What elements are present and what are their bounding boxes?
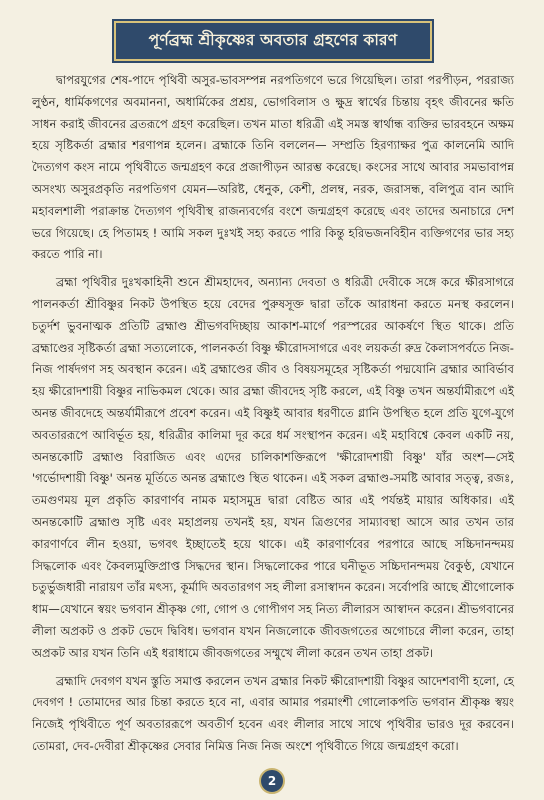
paragraph-3: ব্রহ্মাদি দেবগণ যখন স্তুতি সমাপ্ত করলেন তখন ব্রহ্মার নিকট ক্ষীরোদশায়ী বিষ্ণুর আদেশবাণী হলো, হে দেবগণ ! তোমাদের আর চিন্তা করতে হবে না, এবার আমার পরমাংশী গোলোকপতি ভগবান শ্রীকৃষ্ণ স্বয়ং নিজেই পৃথিবীতে পূর্ণ অবতাররূপে অবতীর্ণ হবেন এবং লীলার সাথে সাথে পৃথিবীর ভারও দূর করবেন। তোমরা, দেব-দেবীরা শ্রীকৃষ্ণের সেবার নিমিত্ত নিজ নিজ অংশে পৃথিবীতে গিয়ে জন্মগ্রহণ করো।: [32, 673, 514, 753]
body-text: [32, 70, 514, 764]
title-banner: [114, 21, 432, 61]
paragraph-2: ব্রহ্মা পৃথিবীর দুঃখকাহিনী শুনে শ্রীমহাদেব, অন্যান্য দেবতা ও ধরিত্রী দেবীকে সঙ্গে করে ক্ষীরসাগরে পালনকর্তা শ্রীবিষ্ণুর নিকট উপস্থিত হয়ে বেদের পুরুষসূক্ত দ্বারা তাঁকে আরাধনা করতে মনস্থ করলেন। চতুর্দশ ভুবনাত্মক প্রতিটি ব্রহ্মাণ্ড শ্রীভগবদিচ্ছায় আকাশ-মার্গে পরস্পরের আকর্ষণে স্থিত থাকে। প্রতি ব্রহ্মাণ্ডের সৃষ্টিকর্তা ব্রহ্মা সত্যলোকে, পালনকর্তা বিষ্ণু ক্ষীরোদসাগরে এবং লয়কর্তা রুদ্র কৈলাসপর্বতে নিজ-নিজ পার্ষদগণ সহ অবস্থান করেন। এই ব্রহ্মাণ্ডের জীব ও বিষয়সমূহের সৃষ্টিকর্তা পদ্মযোনি ব্রহ্মার আবির্ভাব হয় ক্ষীরোদশায়ী বিষ্ণুর নাভিকমল থেকে। আর ব্রহ্মা জীবদেহ সৃষ্টি করলে, এই বিষ্ণু তখন অন্তর্যামীরূপে এই অনন্ত জীবদেহে অন্তর্যামীরূপে প্রবেশ করেন। এই বিষ্ণুই আবার ধরণীতে গ্লানি উপস্থিত হলে প্রতি যুগে-যুগে অবতাররূপে আবির্ভূত হয়, ধরিত্রীর কালিমা দূর করে ধর্ম সংস্থাপন করেন। এই মহাবিশ্বে কেবল একটি নয়, অনন্তকোটি ব্রহ্মাণ্ড বিরাজিত এবং এদের চালিকাশক্তিরূপে 'ক্ষীরোদশায়ী বিষ্ণু' যাঁর অংশ—সেই 'গর্ভোদশায়ী বিষ্ণু' অনন্ত মূর্তিতে অনন্ত ব্রহ্মাণ্ডে স্থিত থাকেন। এই সকল ব্রহ্মাণ্ড-সমষ্টি আবার সত্ত্ব, রজঃ, তমগুণময় মূল প্রকৃতি কারণার্ণব নামক মহাসমুদ্র দ্বারা বেষ্টিত আর এই পর্যন্তই মায়ার অধিকার। এই অনন্তকোটি ব্রহ্মাণ্ড সৃষ্টি এবং মহাপ্রলয় তখনই হয়, যখন ত্রিগুণের সাম্যাবস্থা আসে আর তখন তার কারণার্ণবে লীন হওয়া, ভগবৎ ইচ্ছাতেই হয়ে থাকে। এই কারণার্ণবের পরপারে আছে সচ্চিদানন্দময় সিদ্ধলোক এবং কৈবল্যমুক্তিপ্রাপ্ত সিদ্ধদের স্থান। সিদ্ধলোকের পারে ঘনীভূত সচ্চিদানন্দময় বৈকুণ্ঠ, যেখানে চতুর্ভুজধারী নারায়ণ তাঁর মৎস্য, কূর্মাদি অবতারগণ সহ লীলা রসাস্বাদন করেন। সর্বোপরি আছে শ্রীগোলোক ধাম—যেখানে স্বয়ং ভগবান শ্রীকৃষ্ণ গো, গোপ ও গোপীগণ সহ নিত্য লীলারস আস্বাদন করেন। শ্রীভগবানের লীলা অপ্রকট ও প্রকট ভেদে দ্বিবিধ। ভগবান যখন নিজলোকে জীবজগতের অগোচরে লীলা করেন, তাহা অপ্রকট আর যখন তিনি এই ধরাধামে জীবজগতের সম্মুখে লীলা করেন তখন তাহা প্রকট।: [32, 275, 514, 660]
page-title: পূর্ণব্রহ্ম শ্রীকৃষ্ণের অবতার গ্রহণের কারণ: [148, 31, 398, 49]
page-number: 2: [267, 774, 277, 788]
paragraph-1: দ্বাপরযুগের শেষ-পাদে পৃথিবী অসুর-ভাবসম্পন্ন নরপতিগণে ভরে গিয়েছিল। তারা পরপীড়ন, পররাজ্য লুণ্ঠন, ধার্মিকগণের অবমাননা, অধার্মিকের প্রশ্রয়, ভোগবিলাস ও ক্ষুদ্র স্বার্থের চিন্তায় বৃহৎ জীবনের ক্ষতি সাধন করাই জীবনের ব্রতরূপে গ্রহণ করেছিল। তখন মাতা ধরিত্রী এই সমস্ত স্বার্থান্ধ ব্যক্তির ভারবহনে অক্ষম হয়ে সৃষ্টিকর্তা ব্রহ্মার শরণাপন্ন হলেন। ব্রহ্মাকে তিনি বললেন— সম্প্রতি হিরণ্যাক্ষর পুত্র কালনেমি আদি দৈত্যগণ কংস নামে পৃথিবীতে জন্মগ্রহণ করে প্রজাপীড়ন আরম্ভ করেছে। কংসের সাথে আবার সমভাবাপন্ন অসংখ্য অসুরপ্রকৃতি নরপতিগণ যেমন—অরিষ্ট, ধেনুক, কেশী, প্রলম্ব, নরক, জরাসন্ধ, বলিপুত্র বান আদি মহাবলশালী পরাক্রান্ত দৈত্যগণ পৃথিবীস্থ রাজন্যবর্গের বংশে জন্মগ্রহণ করেছে এবং তাদের অনাচারে দেশ ভরে গিয়েছে। হে পিতামহ ! আমি সকল দুঃখই সহ্য করতে পারি কিন্তু হরিভজনবিহীন ব্যক্তিগণের ভার সহ্য করতে পারি না।: [32, 73, 514, 262]
page-number-badge: [259, 768, 285, 794]
